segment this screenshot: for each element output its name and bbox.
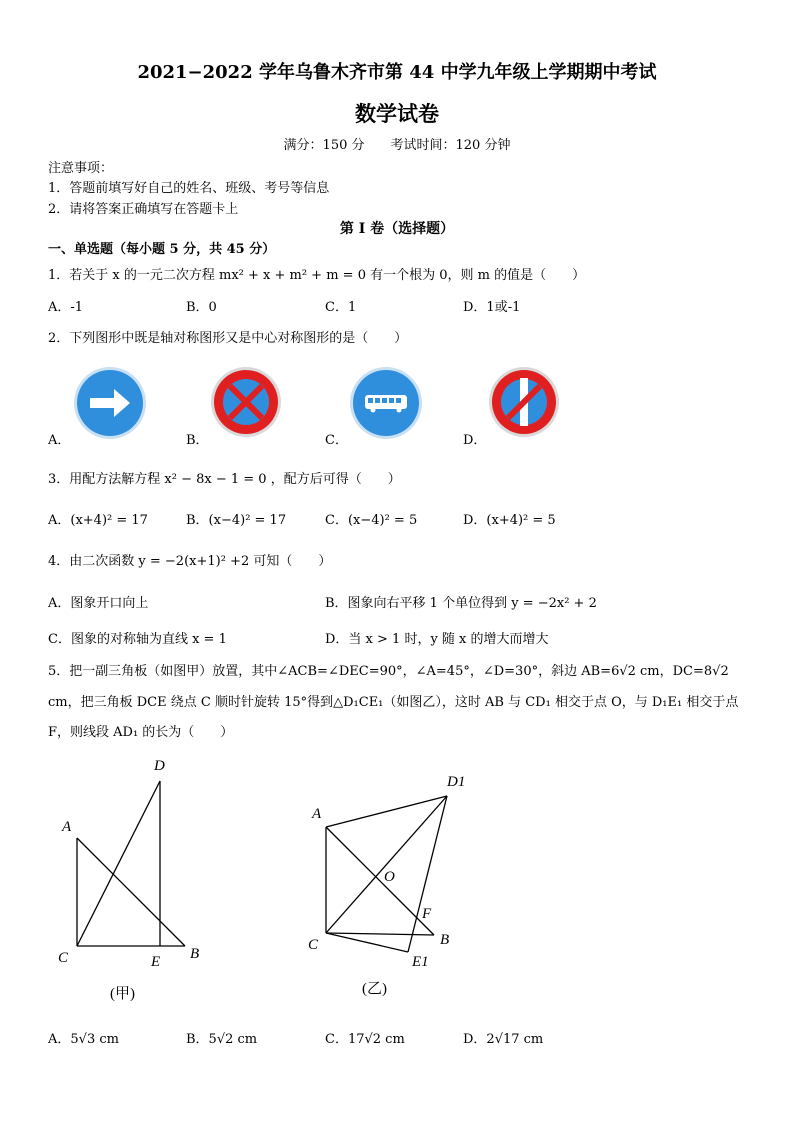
q2-option-c: C． bbox=[325, 433, 348, 448]
notes-heading: 注意事项： bbox=[48, 161, 114, 176]
question-2: 2．下列图形中既是轴对称图形又是中心对称图形的是（ ） bbox=[48, 331, 408, 346]
q1-option-d: D．1或-1 bbox=[463, 300, 521, 315]
q5-option-d: D．2√17 cm bbox=[463, 1032, 544, 1047]
section-heading: 一、单选题（每小题 5 分，共 45 分） bbox=[48, 242, 276, 257]
q3-option-a: A．(x+4)² = 17 bbox=[48, 513, 148, 528]
fig2-label-e1: E1 bbox=[412, 954, 429, 970]
q3-option-d: D．(x+4)² = 5 bbox=[463, 513, 556, 528]
question-5-line3: F，则线段 AD₁ 的长为（ ） bbox=[48, 725, 234, 740]
fig2-label-o: O bbox=[384, 869, 395, 885]
q3-option-b: B．(x−4)² = 17 bbox=[186, 513, 287, 528]
q4-option-a: A．图象开口向上 bbox=[48, 596, 149, 611]
fig2-label-a: A bbox=[312, 806, 322, 822]
figure-jia bbox=[50, 750, 220, 1010]
fig2-label-c: C bbox=[308, 937, 319, 953]
question-5-line1: 5．把一副三角板（如图甲）放置，其中∠ACB=∠DEC=90°，∠A=45°，∠D=30°，斜边 AB=6√2 cm，DC=8√2 bbox=[48, 664, 729, 679]
note-item: 1．答题前填写好自己的姓名、班级、考号等信息 bbox=[48, 181, 330, 196]
q2-option-b: B． bbox=[186, 433, 209, 448]
q5-option-b: B．5√2 cm bbox=[186, 1032, 258, 1047]
q4-option-c: C．图象的对称轴为直线 x = 1 bbox=[48, 632, 227, 647]
fig2-label-d1: D1 bbox=[447, 774, 466, 790]
q1-option-c: C．1 bbox=[325, 300, 357, 315]
fig1-label-e: E bbox=[151, 954, 161, 970]
question-3: 3．用配方法解方程 x² − 8x − 1 = 0 ，配方后可得（ ） bbox=[48, 472, 401, 487]
q1-option-a: A．-1 bbox=[48, 300, 84, 315]
fig2-label-f: F bbox=[422, 906, 432, 922]
no-stopping-sign-icon bbox=[214, 370, 278, 434]
exam-subtitle: 数学试卷 bbox=[355, 101, 439, 126]
fig1-label-d: D bbox=[154, 758, 165, 774]
question-4: 4．由二次函数 y = −2(x+1)² +2 可知（ ） bbox=[48, 554, 332, 569]
bus-sign-icon bbox=[353, 370, 419, 436]
fig1-label-a: A bbox=[62, 819, 72, 835]
question-5-line2: cm，把三角板 DCE 绕点 C 顺时针旋转 15°得到△D₁CE₁（如图乙），这时 AB 与 CD₁ 相交于点 O，与 D₁E₁ 相交于点 bbox=[48, 695, 739, 710]
arrow-right-sign-icon bbox=[77, 370, 143, 436]
q2-option-a: A． bbox=[48, 433, 71, 448]
exam-title: 2021−2022 学年乌鲁木齐市第 44 中学九年级上学期期中考试 bbox=[137, 62, 657, 83]
question-1: 1．若关于 x 的一元二次方程 mx² + x + m² + m = 0 有一个根为 0，则 m 的值是（ ） bbox=[48, 268, 586, 283]
fig2-caption: (乙) bbox=[362, 981, 387, 997]
q1-option-b: B．0 bbox=[186, 300, 217, 315]
q5-option-a: A．5√3 cm bbox=[48, 1032, 119, 1047]
note-item: 2．请将答案正确填写在答题卡上 bbox=[48, 202, 239, 217]
fig1-caption: (甲) bbox=[110, 986, 135, 1002]
q4-option-b: B．图象向右平移 1 个单位得到 y = −2x² + 2 bbox=[325, 596, 597, 611]
fig2-label-b: B bbox=[440, 932, 450, 948]
part-title: 第 I 卷（选择题） bbox=[339, 221, 455, 237]
no-parking-sign-icon bbox=[492, 370, 556, 434]
figure-yi bbox=[300, 760, 500, 1010]
q3-option-c: C．(x−4)² = 5 bbox=[325, 513, 418, 528]
q5-option-c: C．17√2 cm bbox=[325, 1032, 405, 1047]
fig1-label-c: C bbox=[58, 950, 69, 966]
q4-option-d: D．当 x > 1 时，y 随 x 的增大而增大 bbox=[325, 632, 549, 647]
q2-option-d: D． bbox=[463, 433, 487, 448]
exam-meta: 满分：150 分 考试时间：120 分钟 bbox=[283, 138, 511, 153]
fig1-label-b: B bbox=[190, 946, 200, 962]
